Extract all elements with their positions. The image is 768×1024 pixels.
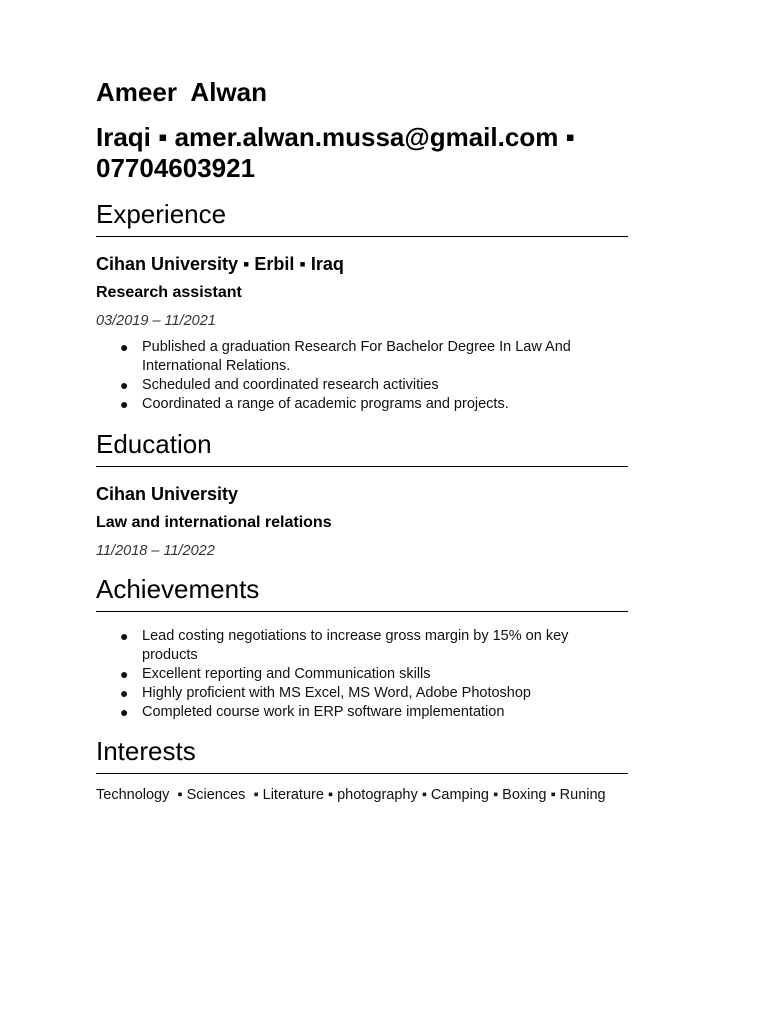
interests-heading: Interests [96, 736, 196, 766]
resume-name: Ameer Alwan [96, 77, 267, 107]
experience-dates: 03/2019 – 11/2021 [96, 313, 216, 329]
achievements-bullet-list [96, 627, 628, 722]
bullet-icon: ● [120, 396, 129, 412]
bullet-icon: ● [120, 339, 129, 355]
bullet-icon: ● [120, 704, 129, 720]
bullet-icon: ● [120, 628, 129, 644]
experience-bullet-list [96, 338, 628, 414]
list-item [96, 395, 628, 414]
achievements-heading: Achievements [96, 574, 260, 604]
list-item [96, 376, 628, 395]
experience-bullet-text: Scheduled and coordinated research activities [142, 377, 439, 393]
experience-bullet-text: Coordinated a range of academic programs and projects. [142, 396, 509, 412]
education-dates: 11/2018 – 11/2022 [96, 543, 215, 559]
contact-line: Iraqi ▪ amer.alwan.mussa@gmail.com ▪ 07704603921 [96, 122, 575, 183]
list-item [96, 684, 628, 703]
achievement-bullet-text: Highly proficient with MS Excel, MS Word, Adobe Photoshop [142, 685, 532, 701]
achievement-bullet-text: Completed course work in ERP software implementation [142, 704, 505, 720]
list-item [96, 665, 628, 684]
education-organization: Cihan University [96, 484, 239, 504]
bullet-icon: ● [120, 666, 129, 682]
list-item [96, 627, 628, 665]
education-divider [96, 466, 628, 467]
achievement-bullet-text: Excellent reporting and Communication skills [142, 666, 431, 682]
education-heading: Education [96, 429, 212, 459]
experience-heading: Experience [96, 199, 227, 229]
interests-text: Technology ▪ Sciences ▪ Literature ▪ photography ▪ Camping ▪ Boxing ▪ Runing [96, 787, 606, 803]
bullet-icon: ● [120, 377, 129, 393]
achievement-bullet-text: Lead costing negotiations to increase gross margin by 15% on key products [142, 628, 569, 663]
bullet-icon: ● [120, 685, 129, 701]
education-degree: Law and international relations [96, 514, 332, 531]
experience-organization: Cihan University ▪ Erbil ▪ Iraq [96, 254, 344, 274]
achievements-divider [96, 611, 628, 612]
experience-divider [96, 236, 628, 237]
list-item [96, 703, 628, 722]
interests-divider [96, 773, 628, 774]
experience-bullet-text: Published a graduation Research For Bachelor Degree In Law And International Relations. [142, 339, 571, 374]
list-item [96, 338, 628, 376]
experience-role: Research assistant [96, 284, 242, 301]
